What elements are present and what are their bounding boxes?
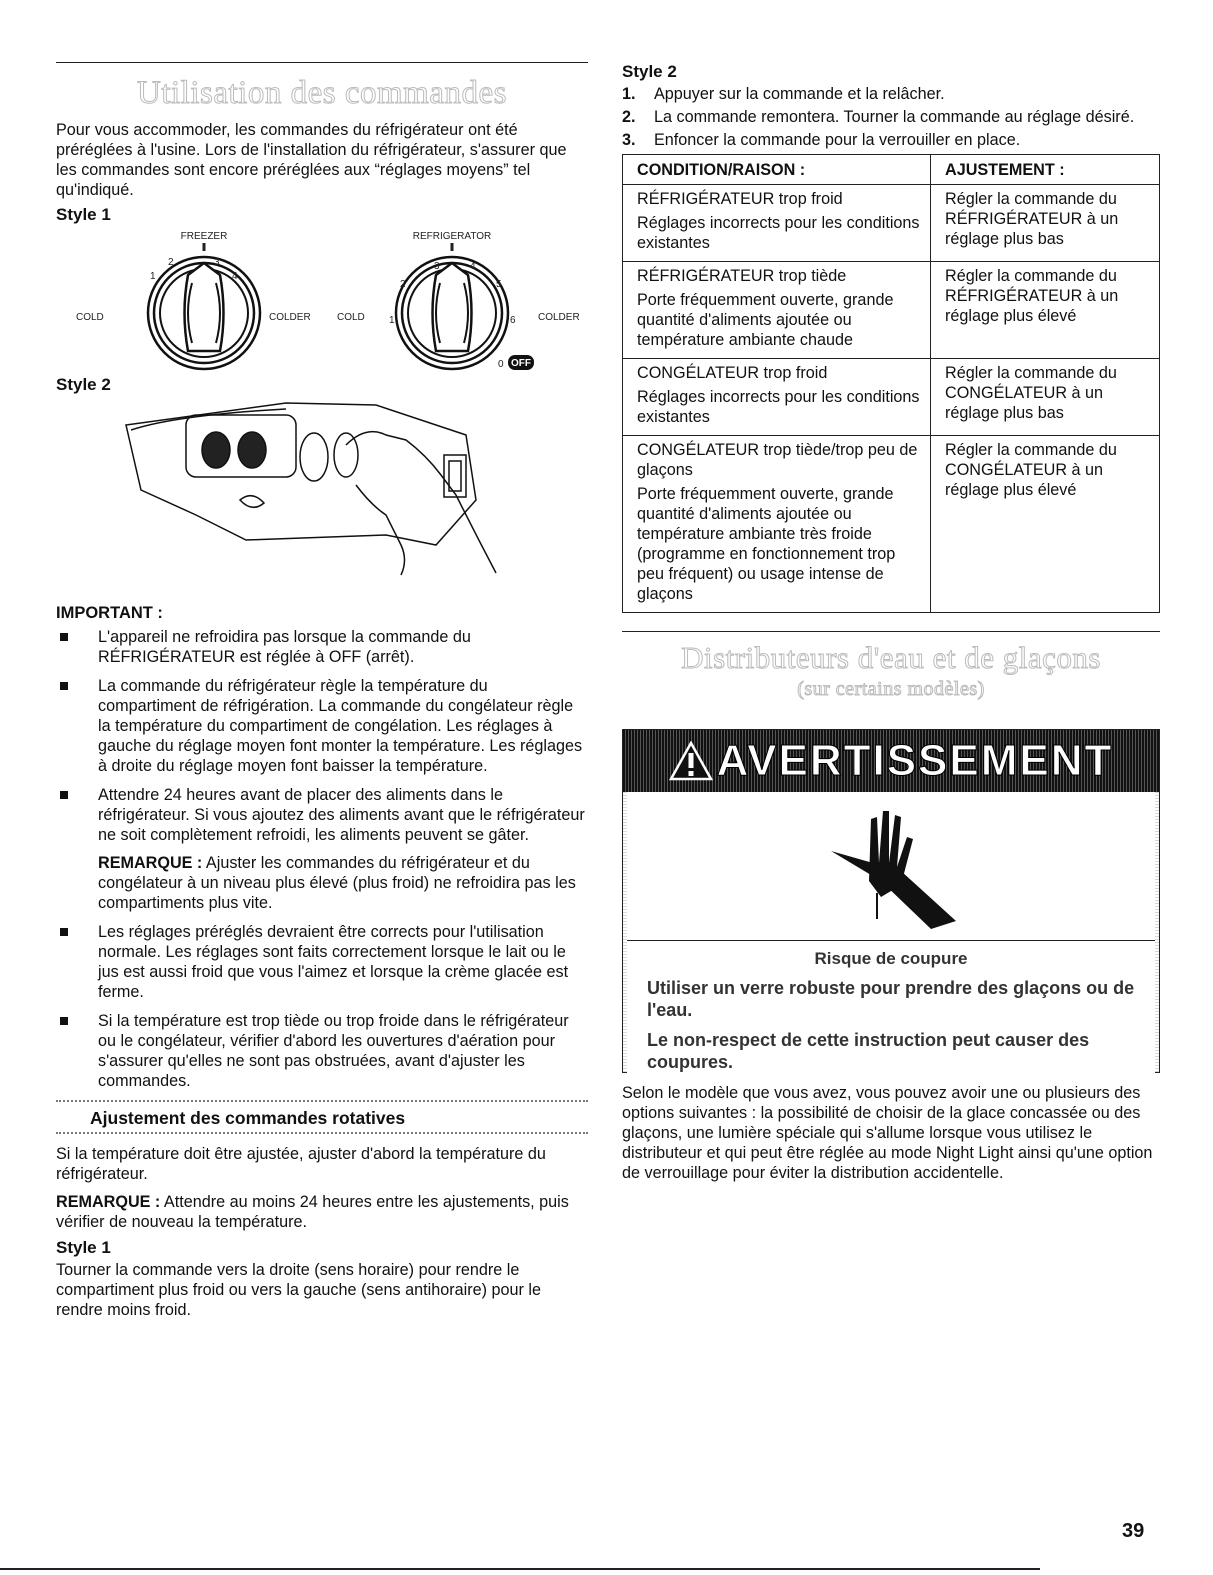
- list-item: La commande du réfrigérateur règle la température du compartiment de réfrigération. La commande du congélateur règle la température du compartiment de congélation. Les réglages à gauche du réglage moyen font monter la température. Les réglages à droite du réglage moyen font baisser la température.: [56, 676, 588, 776]
- dial-illustration: [56, 225, 588, 375]
- dial1-num-3: 3: [214, 257, 220, 268]
- style1-adjust-heading: Style 1: [56, 1238, 111, 1257]
- list-item: 2. La commande remontera. Tourner la commande au réglage désiré.: [622, 108, 1135, 126]
- dial2-right-label: COLDER: [538, 312, 580, 323]
- left-column: [56, 62, 588, 1320]
- warning-line: Le non-respect de cette instruction peut causer des coupures.: [647, 1030, 1090, 1072]
- table-cell: CONGÉLATEUR trop tiède/trop peu de glaçons Porte fréquemment ouverte, grande quantité d'aliments ajoutée ou température ambiante très froide (programme en fonctionnement trop peu fréquent) ou usage intense de glaçons: [623, 436, 931, 613]
- table-row: [623, 359, 1160, 436]
- bullet-square: [60, 928, 68, 936]
- adjust-paragraph: Si la température doit être ajustée, ajuster d'abord la température du réfrigérateur.: [56, 1145, 546, 1183]
- style2-steps-heading: Style 2: [622, 62, 677, 81]
- right-column: [622, 62, 1160, 1183]
- remarque-paragraph: REMARQUE : Attendre au moins 24 heures entre les ajustements, puis vérifier de nouveau la température.: [56, 1193, 569, 1231]
- table-cell: Régler la commande du RÉFRIGÉRATEUR à un réglage plus bas: [931, 185, 1160, 262]
- cut-hazard-illustration: [627, 792, 1155, 940]
- adjustment-table: [622, 154, 1160, 613]
- table-cell: RÉFRIGÉRATEUR trop froid Réglages incorrects pour les conditions existantes: [623, 185, 931, 262]
- dial2-num-1: 1: [389, 315, 395, 326]
- table-header-row: [623, 155, 1160, 185]
- table-row: [623, 185, 1160, 262]
- section-rule: [56, 62, 588, 63]
- list-item: 3. Enfoncer la commande pour la verrouiller en place.: [622, 131, 1021, 149]
- important-heading: IMPORTANT :: [56, 604, 163, 622]
- table-header: AJUSTEMENT :: [931, 155, 1160, 185]
- warning-banner: [623, 730, 1159, 792]
- subsection-title: Ajustement des commandes rotatives: [90, 1108, 406, 1128]
- dials-svg: [56, 225, 588, 375]
- dial1-num-4: 4: [232, 271, 238, 282]
- intro-paragraph: Pour vous accommoder, les commandes du réfrigérateur ont été préréglées à l'usine. Lors de l'installation du réfrigérateur, s'assurer que les commandes sont encore préréglées aux “réglages moyens” tel qu'indiqué.: [56, 121, 567, 199]
- dial2-left-label: COLD: [337, 312, 365, 323]
- dial2-num-0: 0: [498, 359, 504, 370]
- bullet-square: [60, 633, 68, 641]
- section-rule: [622, 631, 1160, 632]
- divider: [56, 1100, 588, 1102]
- table-cell: Régler la commande du RÉFRIGÉRATEUR à un réglage plus élevé: [931, 262, 1160, 359]
- dial1-num-1: 1: [150, 271, 156, 282]
- dial1-num-2: 2: [168, 257, 174, 268]
- table-cell: Régler la commande du CONGÉLATEUR à un réglage plus élevé: [931, 436, 1160, 613]
- dial2-num-3: 3: [434, 261, 440, 272]
- dial2-num-5: 5: [496, 279, 502, 290]
- section-title: Utilisation des commandes: [137, 75, 507, 111]
- table-row: [623, 436, 1160, 613]
- dial2-num-2: 2: [400, 279, 406, 290]
- style1-heading: Style 1: [56, 205, 111, 224]
- dial2-num-6: 6: [510, 315, 516, 326]
- bullet-square: [60, 791, 68, 799]
- warning-body: [627, 940, 1155, 1095]
- warning-title: Risque de coupure: [814, 949, 968, 968]
- bullet-square: [60, 682, 68, 690]
- dial2-off-label: OFF: [511, 358, 531, 369]
- divider: [56, 1132, 588, 1134]
- remarque-note: REMARQUE : Ajuster les commandes du réfrigérateur et du congélateur à un niveau plus élevé (plus froid) ne refroidira pas les compartiments plus vite.: [98, 854, 576, 912]
- list-item: L'appareil ne refroidira pas lorsque la commande du RÉFRIGÉRATEUR est réglée à OFF (arrêt).: [56, 627, 588, 667]
- dial2-num-4: 4: [470, 261, 476, 272]
- cut-hand-icon: [821, 801, 961, 931]
- section2-title: Distributeurs d'eau et de glaçons: [681, 640, 1101, 675]
- table-cell: RÉFRIGÉRATEUR trop tiède Porte fréquemment ouverte, grande quantité d'aliments ajoutée ou température ambiante chaude: [623, 262, 931, 359]
- style2-illustration: [56, 395, 588, 595]
- steps-list: [622, 84, 1160, 150]
- list-item: Les réglages préréglés devraient être corrects pour l'utilisation normale. Les réglages sont faits correctement lorsque le lait ou le jus est aussi froid que vous l'aimez et lorsque la crème glacée est ferme.: [56, 922, 588, 1002]
- dial1-right-label: COLDER: [269, 312, 311, 323]
- section2-subtitle: (sur certains modèles): [797, 678, 985, 700]
- page-number: 39: [1122, 1520, 1145, 1542]
- list-item: 1. Appuyer sur la commande et la relâcher.: [622, 85, 945, 103]
- table-cell: CONGÉLATEUR trop froid Réglages incorrects pour les conditions existantes: [623, 359, 931, 436]
- table-row: [623, 262, 1160, 359]
- bullet-square: [60, 1017, 68, 1025]
- dial1-left-label: COLD: [76, 312, 104, 323]
- list-item: Attendre 24 heures avant de placer des aliments dans le réfrigérateur. Si vous ajoutez des aliments avant que le réfrigérateur ne soit complètement refroidi, les aliments peuvent se gâter. REMARQUE : Ajuster les commandes du réfrigérateur et du congélateur à un niveau plus élevé (plus froid) ne refroidira pas les compartiments plus vite.: [56, 785, 588, 913]
- warning-line: Utiliser un verre robuste pour prendre des glaçons ou de l'eau.: [647, 978, 1135, 1020]
- table-header: CONDITION/RAISON :: [623, 155, 931, 185]
- dial2-name: REFRIGERATOR: [412, 231, 492, 242]
- style2-heading: Style 2: [56, 375, 111, 394]
- warning-triangle-icon: [669, 741, 713, 781]
- warning-box: [622, 729, 1160, 1073]
- footer-rule: [0, 1568, 1040, 1570]
- table-cell: Régler la commande du CONGÉLATEUR à un réglage plus bas: [931, 359, 1160, 436]
- dial1-name: FREEZER: [180, 231, 228, 242]
- style1-adjust-paragraph: Tourner la commande vers la droite (sens horaire) pour rendre le compartiment plus froid ou vers la gauche (sens antihoraire) pour le rendre moins froid.: [56, 1261, 541, 1319]
- important-list: [56, 627, 588, 1091]
- dispenser-paragraph: Selon le modèle que vous avez, vous pouvez avoir une ou plusieurs des options suivantes : la possibilité de choisir de la glace concassée ou des glaçons, une lumière spéciale qui s'allume lorsque vous utilisez le distributeur et qui peut être réglée au mode Night Light ainsi qu'une option de verrouillage pour éviter la distribution accidentelle.: [622, 1084, 1153, 1182]
- warning-banner-text: AVERTISSEMENT: [716, 736, 1114, 785]
- list-item: Si la température est trop tiède ou trop froide dans le réfrigérateur ou le congélateur, vérifier d'abord les ouvertures d'aération pour s'assurer qu'elles ne sont pas obstruées, avant d'ajuster les commandes.: [56, 1011, 588, 1091]
